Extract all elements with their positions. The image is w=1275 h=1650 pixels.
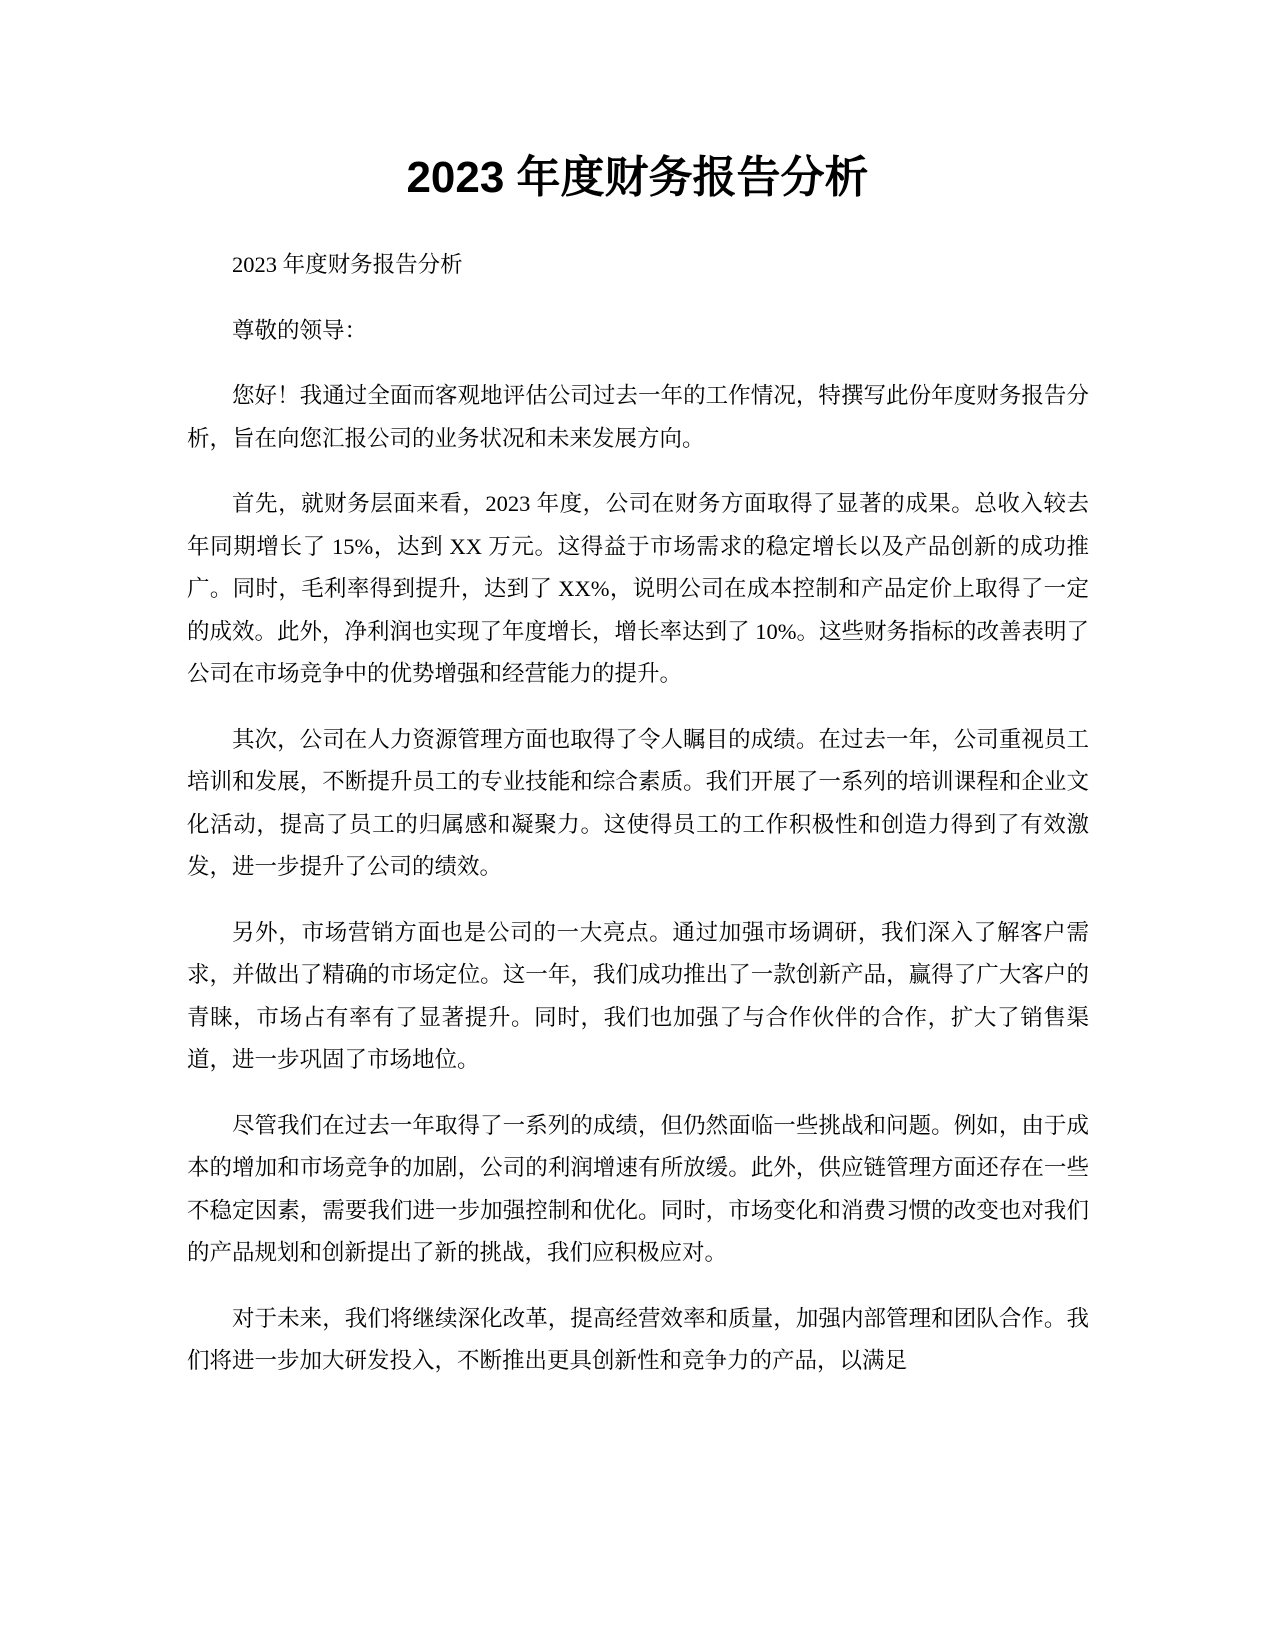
paragraph-subtitle: 2023 年度财务报告分析 [232, 252, 463, 277]
document-title: 2023 年度财务报告分析 [406, 153, 869, 202]
paragraph-future: 对于未来，我们将继续深化改革，提高经营效率和质量，加强内部管理和团队合作。我们将进一步加大研发投入，不断推出更具创新性和竞争力的产品，以满足 [187, 1305, 1089, 1373]
paragraph-intro: 您好！我通过全面而客观地评估公司过去一年的工作情况，特撰写此份年度财务报告分析，旨在向您汇报公司的业务状况和未来发展方向。 [187, 383, 1089, 451]
paragraph-challenges: 尽管我们在过去一年取得了一系列的成绩，但仍然面临一些挑战和问题。例如，由于成本的增加和市场竞争的加剧，公司的利润增速有所放缓。此外，供应链管理方面还存在一些不稳定因素，需要我们进一步加强控制和优化。同时，市场变化和消费习惯的改变也对我们的产品规划和创新提出了新的挑战，我们应积极应对。 [187, 1112, 1089, 1265]
paragraph-hr: 其次，公司在人力资源管理方面也取得了令人瞩目的成绩。在过去一年，公司重视员工培训和发展，不断提升员工的专业技能和综合素质。我们开展了一系列的培训课程和企业文化活动，提高了员工的归属感和凝聚力。这使得员工的工作积极性和创造力得到了有效激发，进一步提升了公司的绩效。 [187, 726, 1089, 879]
paragraph-salutation: 尊敬的领导： [232, 317, 368, 343]
document-body [187, 244, 1089, 1406]
paragraph-marketing: 另外，市场营销方面也是公司的一大亮点。通过加强市场调研，我们深入了解客户需求，并做出了精确的市场定位。这一年，我们成功推出了一款创新产品，赢得了广大客户的青睐，市场占有率有了显著提升。同时，我们也加强了与合作伙伴的合作，扩大了销售渠道，进一步巩固了市场地位。 [187, 919, 1089, 1072]
paragraph-finance: 首先，就财务层面来看，2023 年度，公司在财务方面取得了显著的成果。总收入较去年同期增长了 15%，达到 XX 万元。这得益于市场需求的稳定增长以及产品创新的成功推广。同时，毛利率得到提升，达到了 XX%，说明公司在成本控制和产品定价上取得了一定的成效。此外，净利润也实现了年度增长，增长率达到了 10%。这些财务指标的改善表明了公司在市场竞争中的优势增强和经营能力的提升。 [187, 491, 1089, 686]
